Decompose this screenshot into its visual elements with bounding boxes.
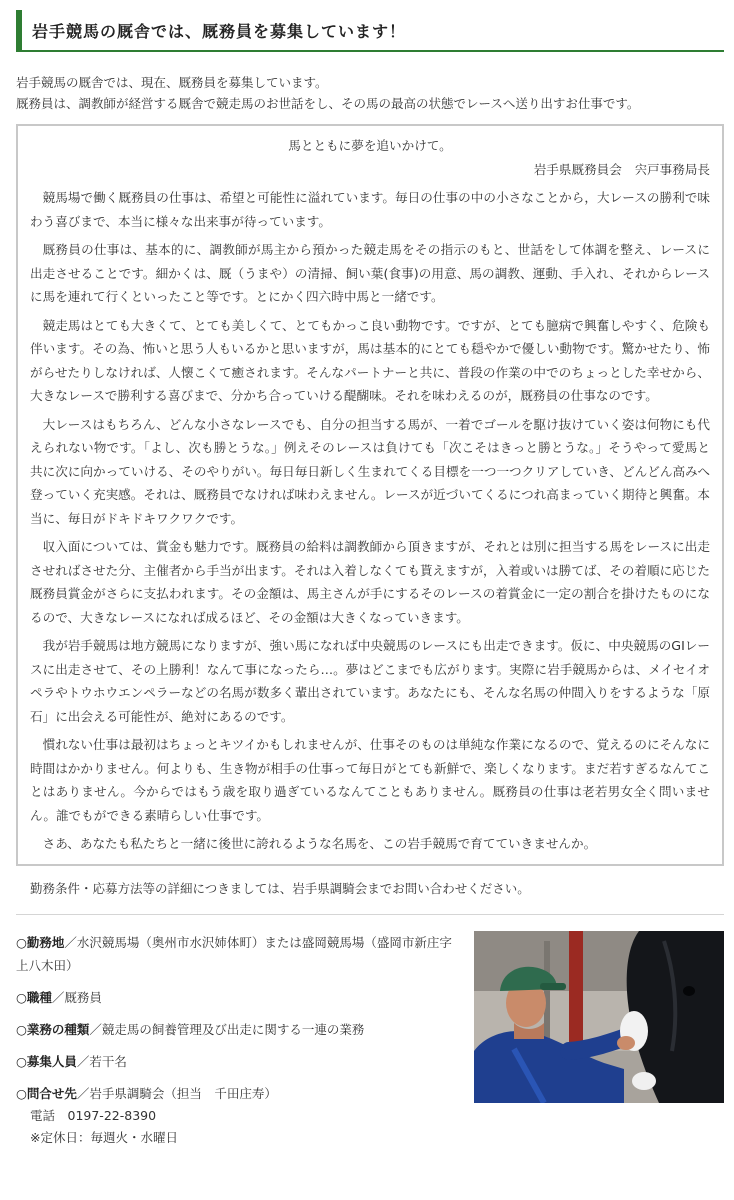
detail-job-type <box>16 986 456 1009</box>
detail-value: ／厩務員 <box>51 989 102 1005</box>
detail-phone: 電話 0197-22-8390 <box>30 1107 157 1123</box>
detail-closed-days: ※定休日：毎週火・水曜日 <box>30 1129 178 1145</box>
intro-line: 厩務員は、調教師が経営する厩舎で競走馬のお世話をし、その馬の最高の状態でレースへ送り出すお仕事です。 <box>16 96 640 111</box>
page-heading: 岩手競馬の厩舎では、厩務員を募集しています！ <box>16 10 724 52</box>
detail-label: ○勤務地 <box>16 934 65 950</box>
contact-note: 勤務条件・応募方法等の詳細につきましては、岩手県調騎会までお問い合わせください。 <box>30 880 530 896</box>
message-paragraph: 慣れない仕事は最初はちょっとキツイかもしれませんが、仕事そのものは単純な作業になるので、覚えるのにそんなに時間はかかりません。何よりも、生き物が相手の仕事って毎日がとても新鮮で、楽しくなります。まだ若すぎるなんてことはありません。今からではもう歳を取り過ぎているなんてこともありません。厩務員の仕事は老若男女全く問いません。誰でもができる素晴らしい仕事です。 <box>30 737 710 823</box>
message-box <box>16 124 724 866</box>
detail-value: ／岩手県調騎会（担当 千田庄寿） <box>76 1085 277 1101</box>
detail-label: ○業務の種類 <box>16 1021 90 1037</box>
groom-with-horse-photo <box>474 931 724 1103</box>
detail-inquiry <box>16 1082 456 1105</box>
message-paragraph: 収入面については、賞金も魅力です。厩務員の給料は調教師から頂きますが、それとは別に担当する馬をレースに出走させればさせた分、主催者から手当が出ます。それは入着しなくても貰えますが，入着或いは勝てば、その着順に応じた厩務員賞金がさらに支払われます。その金額は、馬主さんが手にするそのレースの着賞金に一定の割合を掛けたものになるので、大きなレースになれば成るほど、その金額は大きくなっていきます。 <box>30 539 710 625</box>
message-paragraph: さあ、あなたも私たちと一緒に後世に誇れるような名馬を、この岩手競馬で育てていきませんか。 <box>42 836 597 851</box>
intro <box>16 72 724 114</box>
job-details <box>16 931 724 1149</box>
detail-label: ○問合せ先 <box>16 1085 77 1101</box>
detail-value: ／競走馬の飼養管理及び出走に関する一連の業務 <box>89 1021 365 1037</box>
detail-headcount <box>16 1050 456 1073</box>
message-paragraph: 大レースはもちろん、どんな小さなレースでも、自分の担当する馬が、一着でゴールを駆け抜けていく姿は何物にも代えられない物です。「よし、次も勝とうな。」例えそのレースは負けても「次こそはきっと勝とうな。」そうやって愛馬と共に次に向かっていける、そのやりがい。毎日毎日新しく生まれてくる目標を一つ一つクリアしていき、どんどん高みへ登っていく充実感。それは、厩務員でなければ味わえません。レースが近づいてくるにつれ高まっていく期待と興奮。本当に、毎日がドキドキワクワクです。 <box>30 416 710 526</box>
message-paragraph: 我が岩手競馬は地方競馬になりますが、強い馬になれば中央競馬のレースにも出走できます。仮に、中央競馬のGIレースに出走させて、その上勝利！なんて事になったら…。夢はどこまでも広がります。実際に岩手競馬からは、メイセイオペラやトウホウエンペラーなどの名馬が数多く輩出されています。あなたにも、そんな名馬の仲間入りをするような「原石」に出会える可能性が、絶対にあるのです。 <box>30 638 710 724</box>
message-paragraph: 競馬場で働く厩務員の仕事は、希望と可能性に溢れています。毎日の仕事の中の小さなことから，大レースの勝利で味わう喜びまで、本当に様々な出来事が待っています。 <box>30 190 710 229</box>
detail-list <box>16 931 456 1149</box>
detail-value: ／水沢競馬場（奥州市水沢姉体町）または盛岡競馬場（盛岡市新庄字上八木田） <box>16 934 452 973</box>
page <box>0 10 734 1200</box>
detail-location <box>16 931 456 977</box>
divider <box>16 914 724 915</box>
intro-line: 岩手競馬の厩舎では、現在、厩務員を募集しています。 <box>16 75 328 90</box>
message-paragraph: 厩務員の仕事は、基本的に、調教師が馬主から預かった競走馬をその指示のもと、世話をして体調を整え、レースに出走させることです。細かくは、厩（うまや）の清掃、飼い葉(食事)の用意、馬の調教、運動、手入れ、それからレースに馬を連れて行くといったこと等です。とにかく四六時中馬と一緒です。 <box>30 242 710 304</box>
detail-value: ／若干名 <box>76 1053 127 1069</box>
detail-work-type <box>16 1018 456 1041</box>
message-author: 岩手県厩務員会 宍戸事務局長 <box>533 161 710 177</box>
message-title: 馬とともに夢を追いかけて。 <box>288 138 452 153</box>
detail-label: ○職種 <box>16 989 52 1005</box>
detail-label: ○募集人員 <box>16 1053 77 1069</box>
message-paragraph: 競走馬はとても大きくて、とても美しくて、とてもかっこ良い動物です。ですが、とても臆病で興奮しやすく、危険も伴います。その為、怖いと思う人もいるかと思いますが，馬は基本的にとても穏やかで優しい動物です。驚かせたり、怖がらせたりしなければ、人懐こくて癒されます。そんなパートナーと共に、普段の作業の中でのちょっとした幸せから、大きなレースで勝利する喜びまで、分かち合っていける醍醐味。それを味わえるのが，厩務員の仕事なのです。 <box>30 317 710 403</box>
